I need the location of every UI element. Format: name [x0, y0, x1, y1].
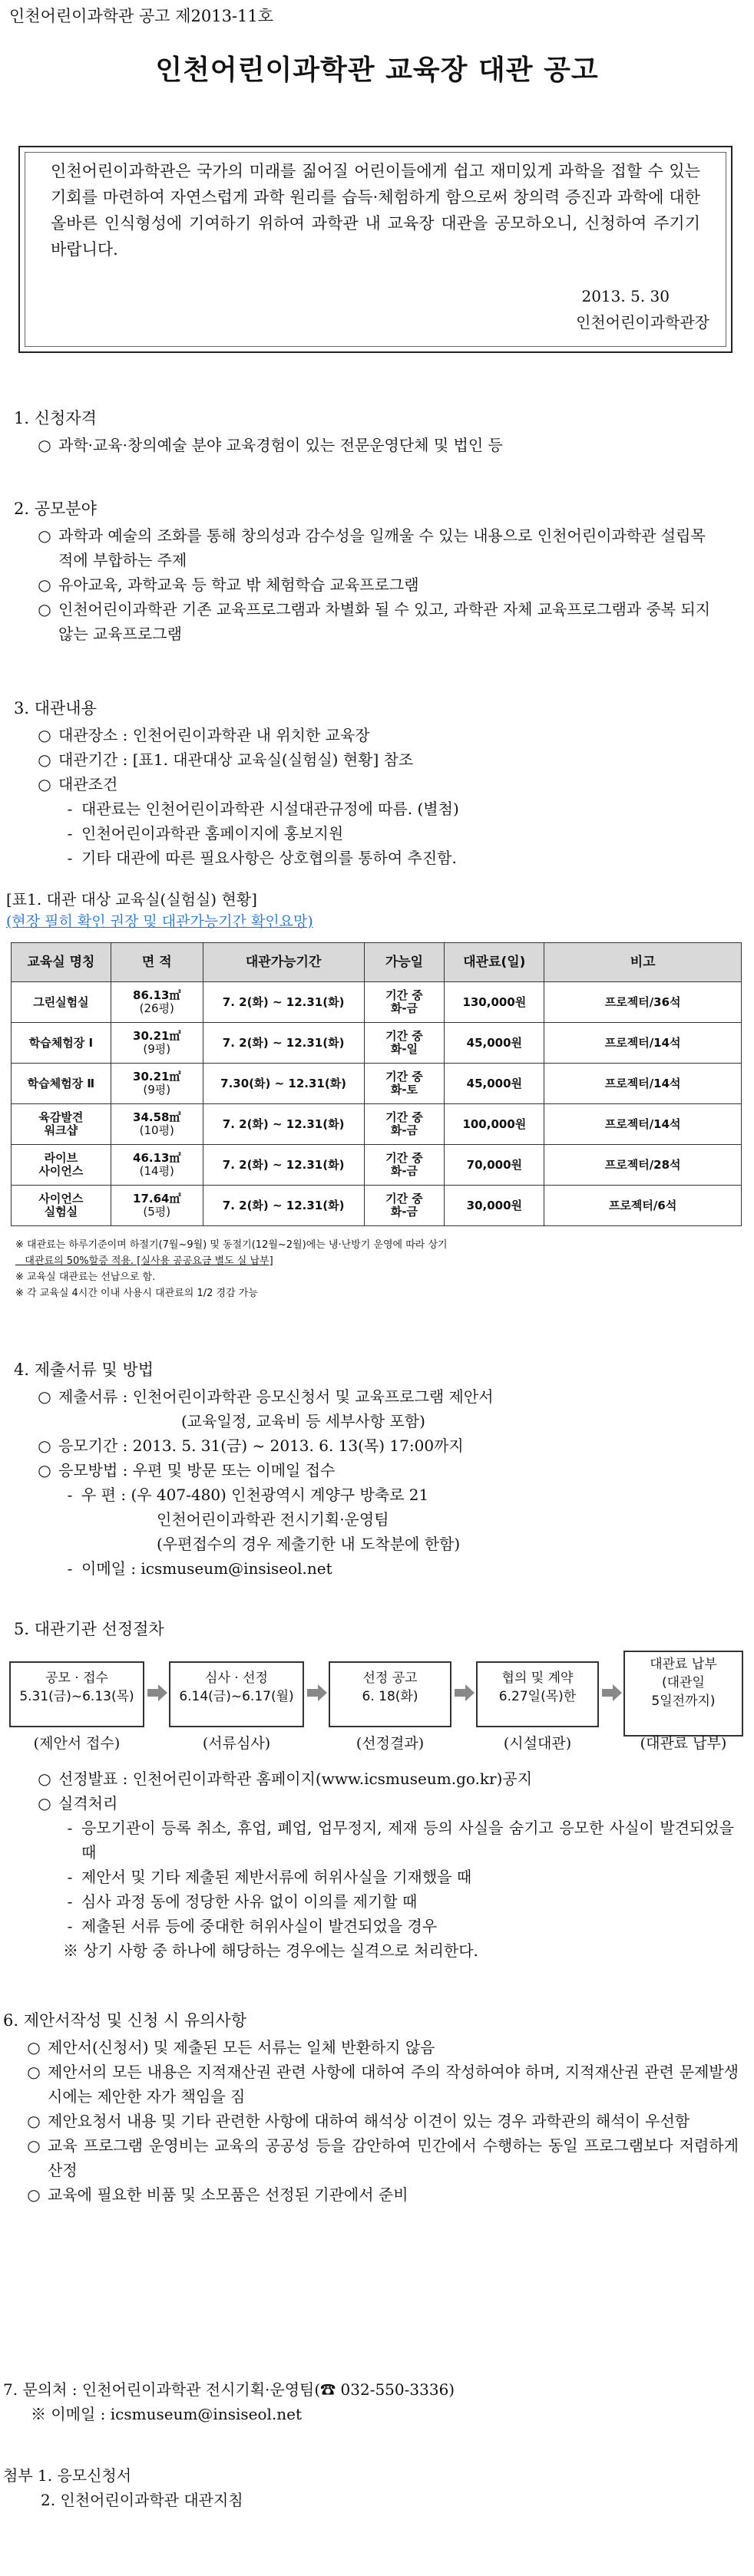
- footnote: ※ 각 교육실 4시간 이내 사용시 대관료의 1/2 경감 가능: [15, 1288, 258, 1299]
- attachments-label: 첨부: [3, 2466, 33, 2485]
- apply-method: 응모방법 : 우편 및 방문 또는 이메일 접수: [58, 1461, 336, 1480]
- column-header: 비고: [544, 943, 742, 982]
- page-title: 인천어린이과학관 교육장 대관 공고: [155, 54, 599, 86]
- caution-item: 제안서의 모든 내용은 지적재산권 관련 사항에 대하여 주의 작성하여야 하며, 지적재산권 관련 문제발생 시에는 제안한 자가 책임을 짐: [48, 2063, 739, 2106]
- arrow-right-icon: [455, 1684, 475, 1701]
- room-name: 학습체험장 Ⅱ: [12, 1064, 111, 1104]
- room-note: 프로젝터/14석: [544, 1104, 742, 1145]
- s2-item: 인천어린이과학관 기존 교육프로그램과 차별화 될 수 있고, 과학관 자체 교육프로그램과 중복 되지 않는 교육프로그램: [58, 600, 711, 644]
- room-fee: 70,000원: [445, 1145, 544, 1186]
- room-note: 프로젝터/28석: [544, 1145, 742, 1186]
- column-header: 가능일: [364, 943, 445, 982]
- rental-place: 대관장소 : 인천어린이과학관 내 위치한 교육장: [58, 726, 370, 745]
- flow-step: 대관료 납부 (대관일 5일전까지): [623, 1651, 743, 1737]
- room-name: 학습체험장 Ⅰ: [12, 1023, 111, 1064]
- room-fee: 45,000원: [445, 1064, 544, 1104]
- section-heading: 3. 대관내용: [14, 699, 97, 717]
- disqualification-title: 실격처리: [58, 1794, 118, 1812]
- room-days: 기간 중 화-금: [364, 1186, 445, 1226]
- table-footnotes: [15, 1237, 448, 1301]
- caution-item: 교육 프로그램 운영비는 교육의 공공성 등을 감안하여 민간에서 수행하는 동일 프로그램보다 저렴하게 산정: [48, 2136, 739, 2180]
- section-heading: 6. 제안서작성 및 신청 시 유의사항: [3, 2011, 247, 2030]
- room-days: 기간 중 화-금: [364, 1145, 445, 1186]
- intro-date: 2013. 5. 30: [581, 287, 670, 305]
- rental-room-table: [11, 942, 742, 1226]
- post-address-line: 인천어린이과학관 전시기획·운영팀: [157, 1510, 389, 1529]
- attachment-item: 2. 인천어린이과학관 대관지침: [41, 2491, 243, 2509]
- room-name: 사이언스 실험실: [12, 1186, 111, 1226]
- flow-step: 선정 공고 6. 18(화): [329, 1661, 451, 1727]
- column-header: 대관료(일): [445, 943, 544, 982]
- room-area: 86.13㎡ (26평): [111, 982, 203, 1023]
- room-note: 프로젝터/14석: [544, 1023, 742, 1064]
- room-period: 7. 2(화) ~ 12.31(화): [203, 1186, 364, 1226]
- selection-flow: [9, 1657, 746, 1761]
- section-3: 3. 대관내용 ○ 대관장소 : 인천어린이과학관 내 위치한 교육장 ○ 대관기간 : [표1. 대관대상 교육실(실험실) 현황] 참조 ○ 대관조건 - 대관료는 인천어린이과학관 시설대관규정에 따름. (별첨) - 인천어린이과학관 홈페이지에 홍보지원 - 기타 대관에 따른 필요사항은 상호협의를 통하여 추진함.: [14, 697, 459, 870]
- footnote: 대관료의 50%할증 적용. [실사용 공공요금 별도 실 납부]: [15, 1255, 273, 1267]
- attachment-item: 1. 응모신청서: [38, 2466, 132, 2485]
- table-row: [12, 1104, 742, 1145]
- room-name: 육감발견 워크샵: [12, 1104, 111, 1145]
- flow-step: 심사 · 선정 6.14(금)~6.17(월): [169, 1661, 304, 1727]
- table-row: [12, 1145, 742, 1186]
- section-heading: 1. 신청자격: [14, 409, 97, 427]
- arrow-right-icon: [307, 1684, 327, 1701]
- apply-email: 이메일 : icsmuseum@insiseol.net: [81, 1559, 332, 1578]
- room-period: 7.30(화) ~ 12.31(화): [203, 1064, 364, 1104]
- room-fee: 30,000원: [445, 1186, 544, 1226]
- room-name: 라이브 사이언스: [12, 1145, 111, 1186]
- rental-condition: 대관료는 인천어린이과학관 시설대관규정에 따름. (별첨): [81, 800, 459, 819]
- flow-caption: (선정결과): [356, 1735, 425, 1752]
- room-period: 7. 2(화) ~ 12.31(화): [203, 1104, 364, 1145]
- room-days: 기간 중 화-금: [364, 982, 445, 1023]
- table-note: (현장 필히 확인 권장 및 대관가능기간 확인요망): [6, 913, 313, 930]
- room-fee: 130,000원: [445, 982, 544, 1023]
- notice-number: 인천어린이과학관 공고 제2013-11호: [9, 7, 274, 25]
- column-header: 교육실 명칭: [12, 943, 111, 982]
- column-header: 면 적: [111, 943, 203, 982]
- submit-docs: 제출서류 : 인천어린이과학관 응모신청서 및 교육프로그램 제안서: [58, 1387, 494, 1407]
- table-caption: [표1. 대관 대상 교육실(실험실) 현황]: [6, 890, 257, 909]
- selection-announce: 선정발표 : 인천어린이과학관 홈페이지(www.icsmuseum.go.kr)공지: [58, 1770, 533, 1788]
- room-note: 프로젝터/14석: [544, 1064, 742, 1104]
- s1-item: 과학·교육·창의예술 분야 교육경험이 있는 전문운영단체 및 법인 등: [58, 436, 503, 455]
- rental-conditions-title: 대관조건: [58, 775, 118, 794]
- room-area: 46.13㎡ (14평): [111, 1145, 203, 1186]
- section-2: 2. 공모분야 ○ 과학과 예술의 조화를 통해 창의성과 감수성을 일깨울 수 있는 내용으로 인천어린이과학관 설립목적에 부합하는 주제 ○ 유아교육, 과학교육 등 학교 밖 체험학습 교육프로그램 ○ 인천어린이과학관 기존 교육프로그램과 차별화 될 수 있고, 과학관 자체 교육프로그램과 중복 되지 않는 교육프로그램: [14, 497, 736, 646]
- intro-box: [18, 146, 733, 353]
- post-address: (우 407-480) 인천광역시 계양구 방축로 21: [131, 1486, 429, 1505]
- submit-docs-detail: (교육일정, 교육비 등 세부사항 포함): [181, 1412, 425, 1431]
- footnote: ※ 대관료는 하루기준이며 하절기(7월~9월) 및 동절기(12월~2월)에는 냉·난방기 운영에 따라 상기: [15, 1239, 448, 1251]
- section-1: 1. 신청자격 ○ 과학·교육·창의예술 분야 교육경험이 있는 전문운영단체 및 법인 등: [14, 407, 503, 457]
- apply-period: 응모기간 : 2013. 5. 31(금) ~ 2013. 6. 13(목) 17:00까지: [58, 1436, 464, 1456]
- room-area: 17.64㎡ (5평): [111, 1186, 203, 1226]
- table-row: [12, 1023, 742, 1064]
- s2-item: 과학과 예술의 조화를 통해 창의성과 감수성을 일깨울 수 있는 내용으로 인천어린이과학관 설립목적에 부합하는 주제: [58, 526, 706, 570]
- room-name: 그린실험실: [12, 982, 111, 1023]
- rental-condition: 인천어린이과학관 홈페이지에 홍보지원: [81, 824, 344, 843]
- room-area: 30.21㎡ (9평): [111, 1064, 203, 1104]
- arrow-right-icon: [602, 1684, 622, 1701]
- table-header-row: [12, 943, 742, 982]
- intro-text: 인천어린이과학관은 국가의 미래를 짊어질 어린이들에게 쉽고 재미있게 과학을 접할 수 있는 기회를 마련하여 자연스럽게 과학 원리를 습득·체험하게 함으로써 창의력 증진과 과학에 대한 올바른 인식형성에 기여하기 위하여 과학관 내 교육장 대관을 공모하오니, 신청하여 주기기 바랍니다.: [51, 162, 700, 259]
- disqualification-note: ※ 상기 사항 중 하나에 해당하는 경우에는 실격으로 처리한다.: [63, 1941, 478, 1960]
- flow-step: 공모 · 접수 5.31(금)~6.13(목): [9, 1661, 144, 1727]
- room-area: 30.21㎡ (9평): [111, 1023, 203, 1064]
- room-fee: 100,000원: [445, 1104, 544, 1145]
- disqualification-item: 응모기관이 등록 취소, 휴업, 폐업, 업무정지, 제재 등의 사실을 숨기고 응모한 사실이 발견되었을 때: [81, 1819, 734, 1862]
- table-row: [12, 982, 742, 1023]
- contact-info: 7. 문의처 : 인천어린이과학관 전시기획·운영팀(☎ 032-550-3336): [3, 2380, 455, 2399]
- caution-item: 교육에 필요한 비품 및 소모품은 선정된 기관에서 준비: [48, 2185, 408, 2205]
- room-days: 기간 중 화-일: [364, 1023, 445, 1064]
- table-row: [12, 1186, 742, 1226]
- section-heading: 2. 공모분야: [14, 500, 97, 518]
- room-days: 기간 중 화-토: [364, 1064, 445, 1104]
- section-heading: 4. 제출서류 및 방법: [14, 1361, 154, 1379]
- room-period: 7. 2(화) ~ 12.31(화): [203, 982, 364, 1023]
- section-heading: 5. 대관기관 선정절차: [14, 1620, 164, 1638]
- disqualification-item: 심사 과정 동에 정당한 사유 없이 이의를 제기할 때: [81, 1892, 418, 1911]
- post-address-line: (우편접수의 경우 제출기한 내 도착분에 한함): [157, 1535, 461, 1554]
- contact-email: ※ 이메일 : icsmuseum@insiseol.net: [31, 2405, 303, 2423]
- flow-caption: (시설대관): [503, 1735, 572, 1752]
- rental-period: 대관기간 : [표1. 대관대상 교육실(실험실) 현황] 참조: [58, 750, 414, 770]
- room-note: 프로젝터/6석: [544, 1186, 742, 1226]
- room-note: 프로젝터/36석: [544, 982, 742, 1023]
- caution-item: 제안요청서 내용 및 기타 관련한 사항에 대하여 해석상 이견이 있는 경우 과학관의 해석이 우선함: [48, 2112, 690, 2131]
- column-header: 대관가능기간: [203, 943, 364, 982]
- disqualification-item: 제출된 서류 등에 중대한 허위사실이 발견되었을 경우: [81, 1917, 438, 1935]
- room-days: 기간 중 화-금: [364, 1104, 445, 1145]
- arrow-right-icon: [147, 1684, 167, 1701]
- s2-item: 유아교육, 과학교육 등 학교 밖 체험학습 교육프로그램: [58, 576, 419, 595]
- section-5-details: ○ 선정발표 : 인천어린이과학관 홈페이지(www.icsmuseum.go.kr)공지 ○ 실격처리 - 응모기관이 등록 취소, 휴업, 폐업, 업무정지, 제재 등의 사실을 숨기고 응모한 사실이 발견되었을 때 - 제안서 및 기타 제출된 제반서류에 허위사실을 기재했을 때 - 심사 과정 동에 정당한 사유 없이 이의를 제기할 때 - 제출된 서류 등에 중대한 허위사실이 발견되었을 경우 ※ 상기 사항 중 하나에 해당하는 경우에는 실격으로 처리한다.: [14, 1766, 743, 1963]
- intro-org: 인천어린이과학관장: [576, 313, 709, 331]
- attachments: [3, 2463, 243, 2512]
- caution-item: 제안서(신청서) 및 제출된 모든 서류는 일체 반환하지 않음: [48, 2038, 435, 2057]
- flow-caption: (대관료 납부): [640, 1735, 727, 1752]
- section-5: [14, 1618, 164, 1644]
- table-row: [12, 1064, 742, 1104]
- section-6: 6. 제안서작성 및 신청 시 유의사항 ○ 제안서(신청서) 및 제출된 모든 서류는 일체 반환하지 않음 ○ 제안서의 모든 내용은 지적재산권 관련 사항에 대하여 주의 작성하여야 하며, 지적재산권 관련 문제발생 시에는 제안한 자가 책임을 짐 ○ 제안요청서 내용 및 기타 관련한 사항에 대하여 해석상 이견이 있는 경우 과학관의 해석이 우선함 ○ 교육 프로그램 운영비는 교육의 공공성 등을 감안하여 민간에서 수행하는 동일 프로그램보다 저렴하게 산정 ○ 교육에 필요한 비품 및 소모품은 선정된 기관에서 준비: [3, 2009, 745, 2207]
- section-4: 4. 제출서류 및 방법 ○ 제출서류 : 인천어린이과학관 응모신청서 및 교육프로그램 제안서 (교육일정, 교육비 등 세부사항 포함) ○ 응모기간 : 2013. 5. 31(금) ~ 2013. 6. 13(목) 17:00까지 ○ 응모방법 : 우편 및 방문 또는 이메일 접수 - 우 편 : (우 407-480) 인천광역시 계양구 방축로 21 인천어린이과학관 전시기획·운영팀 (우편접수의 경우 제출기한 내 도착분에 한함) - 이메일 : icsmuseum@insiseol.net: [14, 1358, 494, 1581]
- flow-caption: (서류심사): [202, 1735, 271, 1752]
- post-label: 우 편 :: [81, 1486, 127, 1505]
- flow-step: 협의 및 계약 6.27일(목)한: [476, 1661, 599, 1727]
- section-7: [3, 2377, 455, 2426]
- rental-condition: 기타 대관에 따른 필요사항은 상호협의를 통하여 추진함.: [81, 849, 457, 868]
- room-period: 7. 2(화) ~ 12.31(화): [203, 1145, 364, 1186]
- room-period: 7. 2(화) ~ 12.31(화): [203, 1023, 364, 1064]
- room-fee: 45,000원: [445, 1023, 544, 1064]
- disqualification-item: 제안서 및 기타 제출된 제반서류에 허위사실을 기재했을 때: [81, 1868, 472, 1886]
- flow-caption: (제안서 접수): [33, 1735, 121, 1752]
- footnote: ※ 교육실 대관료는 선납으로 함.: [15, 1272, 156, 1283]
- room-area: 34.58㎡ (10평): [111, 1104, 203, 1145]
